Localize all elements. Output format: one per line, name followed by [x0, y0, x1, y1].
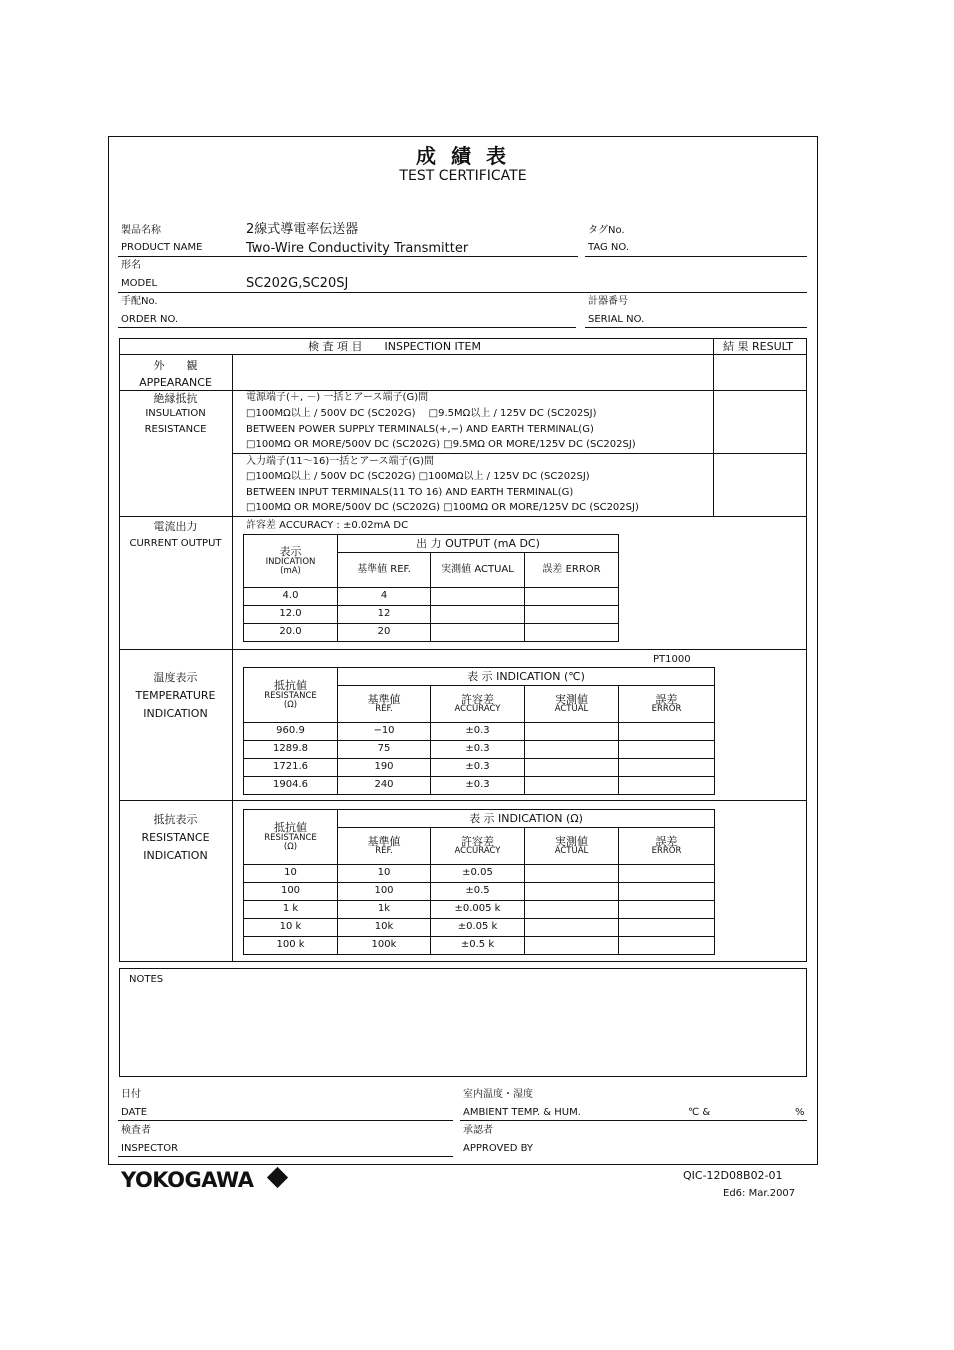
table-cell: ±0.3 — [431, 759, 525, 777]
order-underline — [118, 327, 576, 328]
res-res-en: RESISTANCE — [264, 832, 317, 843]
ins1-line4: □ 100MΩ OR MORE/500V DC (SC202G) □ 9.5MΩ OR MORE/125V DC (SC202SJ) — [246, 440, 636, 450]
table-cell[interactable] — [619, 883, 715, 901]
brand-logo — [121, 1170, 285, 1191]
temperature-label-jp: 温度表示 — [153, 671, 198, 684]
res-ref-en: REF. — [375, 846, 393, 857]
res-res-unit: (Ω) — [283, 841, 298, 852]
table-cell[interactable] — [525, 741, 619, 759]
date-label-jp: 日付 — [121, 1089, 141, 1100]
table-cell: 100 — [338, 883, 431, 901]
edition: Ed6: Mar.2007 — [723, 1188, 796, 1199]
document-number: QIC-12D08B02-01 — [683, 1169, 783, 1182]
table-cell[interactable] — [525, 606, 619, 624]
table-cell: ±0.5 — [431, 883, 525, 901]
res-act-en: ACTUAL — [554, 846, 589, 857]
insulation-bottom-line — [119, 516, 807, 517]
checkbox-icon[interactable] — [419, 471, 428, 482]
temperature-label-en2: INDICATION — [143, 707, 208, 720]
table-cell[interactable] — [525, 759, 619, 777]
ambient-label-jp: 室内温度・湿度 — [463, 1089, 533, 1100]
table-cell: 100 k — [244, 937, 338, 955]
co-ind-header — [244, 535, 338, 588]
ambient-deg-unit: ℃ & — [688, 1107, 711, 1118]
approved-label-en: APPROVED BY — [463, 1143, 534, 1154]
res-ref-header — [338, 828, 431, 865]
product-name-label-jp: 製品名称 — [121, 225, 161, 236]
res-res-header — [244, 810, 338, 865]
ins2-line2: □ 100MΩ以上 / 500V DC (SC202G) □ 100MΩ以上 / 125V DC (SC202SJ) — [246, 472, 590, 482]
table-cell[interactable] — [525, 588, 619, 606]
resistance-label-jp: 抵抗表示 — [153, 813, 198, 826]
product-name-label-en: PRODUCT NAME — [121, 242, 203, 253]
table-cell: ±0.3 — [431, 723, 525, 741]
table-cell[interactable] — [431, 588, 525, 606]
appearance-bottom-line — [119, 390, 807, 391]
temperature-sensor: PT1000 — [653, 654, 691, 665]
ins1-line2: □ 100MΩ以上 / 500V DC (SC202G) □ 9.5MΩ以上 / 125V DC (SC202SJ) — [246, 409, 597, 419]
insulation-mid-line — [232, 453, 807, 454]
appearance-label-jp: 外 観 — [153, 359, 198, 372]
table-cell[interactable] — [619, 741, 715, 759]
table-cell[interactable] — [431, 624, 525, 642]
res-act-jp: 実測値 — [555, 834, 588, 848]
temp-acc-jp: 許容差 — [461, 692, 494, 706]
table-cell[interactable] — [525, 883, 619, 901]
product-name-underline — [118, 256, 578, 257]
res-acc-en: ACCURACY — [454, 846, 501, 857]
table-cell: ±0.05 k — [431, 919, 525, 937]
res-err-jp: 誤差 — [655, 834, 678, 848]
insulation-label-en1: INSULATION — [145, 408, 206, 419]
temp-act-header — [525, 686, 619, 723]
temp-acc-en: ACCURACY — [454, 704, 501, 715]
res-ref-jp: 基準値 — [367, 834, 401, 848]
date-underline — [118, 1120, 453, 1121]
resistance-label-en1: RESISTANCE — [141, 831, 210, 844]
table-cell: 10 — [338, 865, 431, 883]
table-cell: −10 — [338, 723, 431, 741]
temperature-label-en1: TEMPERATURE — [135, 689, 216, 702]
resistance-label-en2: INDICATION — [143, 849, 208, 862]
tag-label-jp: タグNo. — [588, 225, 625, 236]
serial-label-en: SERIAL NO. — [588, 314, 645, 325]
ins2-line3: BETWEEN INPUT TERMINALS(11 TO 16) AND EARTH TERMINAL(G) — [246, 487, 574, 498]
table-cell: 4 — [338, 588, 431, 606]
table-cell[interactable] — [525, 937, 619, 955]
res-ind-header: 表 示 INDICATION (Ω) — [338, 810, 715, 828]
product-name-value-en: Two-Wire Conductivity Transmitter — [246, 241, 469, 256]
ins2-line1: 入力端子(11～16)一括とアース端子(G)間 — [246, 456, 435, 467]
ins1-line3: BETWEEN POWER SUPPLY TERMINALS(+,−) AND EARTH TERMINAL(G) — [246, 424, 594, 435]
tag-underline — [585, 256, 807, 257]
res-err-header — [619, 828, 715, 865]
temperature-bottom-line — [119, 800, 807, 801]
inspection-result-divider — [713, 338, 714, 517]
co-ind-en: INDICATION — [265, 556, 316, 567]
insulation-label-jp: 絶縁抵抗 — [153, 392, 198, 405]
table-cell: 10 k — [244, 919, 338, 937]
result-header: 結 果 RESULT — [723, 340, 793, 353]
table-cell[interactable] — [431, 606, 525, 624]
temp-ref-header — [338, 686, 431, 723]
ins1-line1: 電源端子(＋, －) 一括とアース端子(G)間 — [246, 392, 429, 403]
notes-box[interactable] — [119, 968, 807, 1077]
model-label-en: MODEL — [121, 278, 158, 289]
inspector-underline — [118, 1156, 453, 1157]
notes-label: NOTES — [129, 974, 164, 985]
table-cell: 20.0 — [244, 624, 338, 642]
checkbox-icon[interactable] — [443, 502, 452, 513]
table-cell: 1k — [338, 901, 431, 919]
temp-ref-en: REF. — [375, 704, 393, 715]
tag-label-en: TAG NO. — [588, 242, 630, 253]
product-name-value-jp: 2線式導電率伝送器 — [246, 222, 359, 237]
table-cell: 75 — [338, 741, 431, 759]
table-cell: 100 — [244, 883, 338, 901]
table-cell[interactable] — [525, 865, 619, 883]
title-jp: 成 績 表 — [416, 144, 510, 168]
order-label-en: ORDER NO. — [121, 314, 179, 325]
table-cell[interactable] — [525, 624, 619, 642]
current-output-table — [243, 534, 619, 642]
order-label-jp: 手配No. — [121, 296, 158, 307]
inspection-header-line — [119, 354, 807, 355]
serial-label-jp: 計器番号 — [588, 296, 628, 307]
table-cell: ±0.5 k — [431, 937, 525, 955]
table-cell[interactable] — [619, 777, 715, 795]
co-ref-header: 基準値 REF. — [338, 553, 431, 588]
inspection-item-header: 検 査 項 目 INSPECTION ITEM — [308, 340, 481, 353]
table-cell: 1 k — [244, 901, 338, 919]
temp-err-jp: 誤差 — [655, 692, 678, 706]
res-acc-jp: 許容差 — [461, 834, 494, 848]
table-cell[interactable] — [525, 901, 619, 919]
table-cell[interactable] — [525, 777, 619, 795]
current-output-bottom-line — [119, 649, 807, 650]
checkbox-icon[interactable] — [443, 439, 452, 450]
inspector-label-en: INSPECTOR — [121, 1143, 179, 1154]
table-cell[interactable] — [619, 865, 715, 883]
co-error-header: 誤差 ERROR — [525, 553, 619, 588]
temp-res-en: RESISTANCE — [264, 690, 317, 701]
res-acc-header — [431, 828, 525, 865]
current-output-label-jp: 電流出力 — [153, 520, 198, 533]
res-res-jp: 抵抗値 — [274, 821, 307, 835]
inspection-label-divider — [232, 354, 233, 962]
table-cell: 10 — [244, 865, 338, 883]
temp-err-en: ERROR — [651, 704, 682, 715]
table-cell: 10k — [338, 919, 431, 937]
table-cell: 12 — [338, 606, 431, 624]
co-output-header: 出 力 OUTPUT (mA DC) — [338, 535, 619, 553]
resistance-table — [243, 809, 715, 955]
temp-res-header — [244, 668, 338, 723]
temp-act-en: ACTUAL — [554, 704, 589, 715]
table-cell: 240 — [338, 777, 431, 795]
table-cell[interactable] — [525, 723, 619, 741]
temp-res-jp: 抵抗値 — [274, 679, 307, 693]
table-cell[interactable] — [619, 937, 715, 955]
model-label-jp: 形名 — [121, 260, 141, 271]
co-ind-unit: (mA) — [280, 565, 301, 576]
table-cell[interactable] — [619, 759, 715, 777]
table-cell: ±0.005 k — [431, 901, 525, 919]
title-en: TEST CERTIFICATE — [399, 168, 527, 184]
table-cell: 1904.6 — [244, 777, 338, 795]
insulation-label-en2: RESISTANCE — [144, 424, 207, 435]
table-cell: ±0.05 — [431, 865, 525, 883]
model-underline — [118, 292, 807, 293]
checkbox-icon[interactable] — [429, 408, 438, 419]
ins2-line4: □ 100MΩ OR MORE/500V DC (SC202G) □ 100MΩ OR MORE/125V DC (SC202SJ) — [246, 503, 639, 513]
ambient-pct-unit: % — [795, 1107, 805, 1118]
current-output-accuracy: 許容差 ACCURACY : ±0.02mA DC — [246, 520, 409, 531]
table-cell[interactable] — [619, 901, 715, 919]
date-label-en: DATE — [121, 1107, 148, 1118]
table-cell: 960.9 — [244, 723, 338, 741]
serial-underline — [585, 327, 807, 328]
approved-label-jp: 承認者 — [463, 1125, 493, 1136]
temp-ref-jp: 基準値 — [367, 692, 401, 706]
table-cell[interactable] — [619, 723, 715, 741]
table-cell[interactable] — [619, 919, 715, 937]
temp-err-header — [619, 686, 715, 723]
co-ind-jp: 表示 — [279, 545, 302, 559]
temp-ind-header: 表 示 INDICATION (℃) — [338, 668, 715, 686]
table-cell: 20 — [338, 624, 431, 642]
table-cell: 190 — [338, 759, 431, 777]
table-cell: ±0.3 — [431, 741, 525, 759]
table-cell: 4.0 — [244, 588, 338, 606]
inspector-label-jp: 検査者 — [121, 1125, 151, 1136]
current-output-label-en: CURRENT OUTPUT — [129, 538, 222, 549]
res-act-header — [525, 828, 619, 865]
res-err-en: ERROR — [651, 846, 682, 857]
temperature-table — [243, 667, 715, 795]
ambient-underline — [460, 1120, 807, 1121]
co-actual-header: 実測値 ACTUAL — [431, 553, 525, 588]
temp-res-unit: (Ω) — [283, 699, 298, 710]
appearance-label-en: APPEARANCE — [139, 376, 212, 389]
table-cell[interactable] — [525, 919, 619, 937]
table-cell: 12.0 — [244, 606, 338, 624]
ambient-label-en: AMBIENT TEMP. & HUM. — [463, 1107, 581, 1118]
temp-act-jp: 実測値 — [555, 692, 588, 706]
diamond-icon — [267, 1167, 288, 1188]
temp-acc-header — [431, 686, 525, 723]
model-value: SC202G,SC20SJ — [246, 276, 349, 291]
table-cell: 1289.8 — [244, 741, 338, 759]
table-cell: ±0.3 — [431, 777, 525, 795]
table-cell: 1721.6 — [244, 759, 338, 777]
brand-name: YOKOGAWA — [121, 1168, 254, 1192]
table-cell: 100k — [338, 937, 431, 955]
